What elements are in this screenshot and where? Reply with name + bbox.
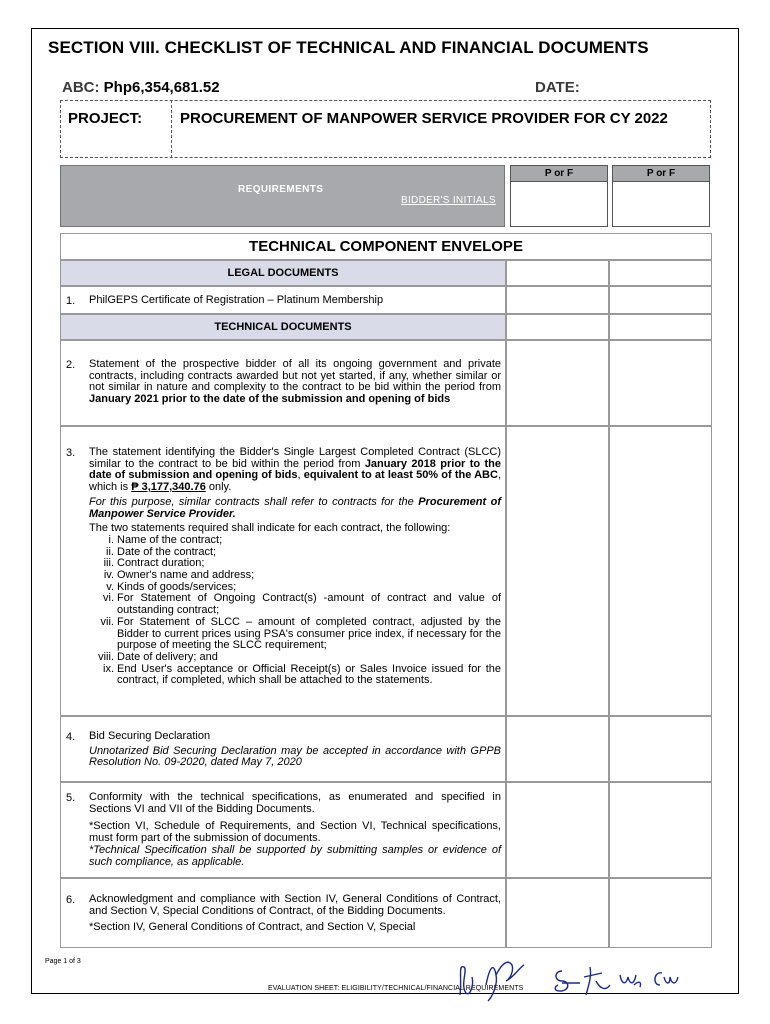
project-label: PROJECT:: [68, 110, 143, 127]
item-note: For this purpose, similar contracts shall refer to contracts for the: [89, 495, 419, 508]
evaluation-sheet-footer: EVALUATION SHEET: ELIGIBILITY/TECHNICAL/FINANCIAL REQUIREMENTS: [268, 985, 524, 992]
bidders-initials-label: BIDDER'S INITIALS: [401, 195, 496, 206]
item-note: *Section IV, General Conditions of Contract, and Section V, Special: [89, 921, 416, 934]
contract-details-list: [89, 535, 501, 687]
pf-cell[interactable]: [609, 782, 712, 878]
list-item-numeral: ii.: [106, 545, 114, 558]
pf-cell[interactable]: [506, 340, 609, 426]
list-item-numeral: vii.: [100, 615, 114, 628]
signature-mark: [584, 967, 610, 995]
pf-cell[interactable]: [506, 716, 609, 782]
pf-cell: [506, 260, 609, 286]
item-text: [89, 447, 501, 687]
pf-cell: [506, 314, 609, 340]
pf-cell[interactable]: [609, 716, 712, 782]
list-item-numeral: ix.: [103, 662, 114, 675]
list-item-text: Name of the contract;: [117, 533, 223, 546]
list-item-text: Contract duration;: [117, 557, 205, 570]
technical-component-heading: TECHNICAL COMPONENT ENVELOPE: [60, 233, 712, 260]
abc-value: Php6,354,681.52: [103, 79, 220, 96]
list-item-text: For Statement of Ongoing Contract(s) -amount of contract and value of outstanding contract;: [117, 592, 501, 617]
item-text-part: Acknowledgment and compliance with Section IV, General Conditions of Contract, and Section V, Special Conditions of Contract, of the Bidding Documents.: [89, 893, 501, 917]
legal-documents-band: LEGAL DOCUMENTS: [60, 260, 506, 286]
handwritten-signatures: [450, 955, 690, 1005]
list-item: [89, 570, 501, 582]
item-number: 4.: [66, 731, 76, 743]
item-note: *Section VI, Schedule of Requirements, and Section VI, Technical specifications, must form part of the submission of documents.: [89, 820, 501, 845]
item-text-part: The statement identifying the Bidder's Single Largest Completed Contract (SLCC) similar to the contract to be bid within the period from: [89, 446, 501, 470]
item-text-bold: January 2018 prior to the date of submission and opening of bids: [89, 457, 501, 482]
pf-column-2-header: [612, 165, 710, 227]
item-note-italic: *Technical Specification shall be supported by submitting samples or evidence of such compliance, as applicable.: [89, 843, 501, 868]
item-number: 5.: [66, 792, 76, 804]
item-text-bold: January 2021 prior to the date of the submission and opening of bids: [89, 393, 451, 406]
list-item-numeral: iv.: [103, 569, 114, 582]
item-number: 1.: [66, 295, 76, 307]
list-intro: The two statements required shall indicate for each contract, the following:: [89, 522, 451, 535]
item-text: [89, 359, 501, 406]
pf-label-2: P or F: [613, 166, 709, 182]
slcc-amount: ₱ 3,177,340.76: [131, 481, 206, 494]
page-number: Page 1 of 3: [45, 958, 81, 965]
item-text: PhilGEPS Certificate of Registration – Platinum Membership: [89, 294, 384, 306]
list-item-numeral: vi.: [103, 592, 114, 605]
pf-label-1: P or F: [511, 166, 607, 182]
list-item: [89, 535, 501, 547]
project-text: PROCUREMENT OF MANPOWER SERVICE PROVIDER FOR CY 2022: [180, 110, 668, 127]
pf-cell[interactable]: [609, 286, 712, 314]
list-item-text: Kinds of goods/services;: [117, 580, 237, 593]
item-text: [89, 894, 501, 934]
project-box: [60, 100, 711, 158]
item-text-part: ,: [297, 469, 304, 482]
requirements-header: [60, 165, 505, 227]
signature-mark: [620, 975, 641, 987]
list-item: [89, 593, 501, 616]
signature-mark: [655, 973, 678, 985]
item-number: 2.: [66, 359, 76, 371]
list-item-numeral: iii.: [103, 557, 114, 570]
pf-cell: [609, 260, 712, 286]
abc-line: [62, 79, 220, 96]
list-item-text: Date of delivery; and: [117, 650, 218, 663]
pf-cell[interactable]: [506, 782, 609, 878]
list-item-text: Date of the contract;: [117, 545, 217, 558]
list-item-numeral: viii.: [98, 650, 114, 663]
project-divider: [171, 100, 172, 158]
pf-column-1-header: [510, 165, 608, 227]
signature-mark: [555, 971, 580, 991]
item-note-bold: Procurement of Manpower Service Provider.: [89, 495, 501, 520]
list-item-text: For Statement of SLCC – amount of completed contract, adjusted by the Bidder to current prices using PSA's consumer price index, if necessary for the purpose of meeting the SLCC requirement;: [117, 615, 501, 652]
signature-mark: [486, 962, 524, 1001]
item-text-part: Statement of the prospective bidder of all its ongoing government and private contracts, including contracts awarded but not yet started, if any, whether similar or not similar in nature and complexity to the contract to be bid within the period from: [89, 358, 501, 394]
technical-documents-band: TECHNICAL DOCUMENTS: [60, 314, 506, 340]
item-text-part: only.: [205, 481, 232, 494]
item-text-part: Bid Securing Declaration: [89, 730, 211, 742]
list-item-text: End User's acceptance or Official Receipt(s) or Sales Invoice issued for the contract, if completed, which shall be attached to the statements.: [117, 662, 501, 687]
list-item-numeral: i.: [108, 533, 114, 546]
list-item: [89, 652, 501, 664]
item-text-part: Conformity with the technical specifications, as enumerated and specified in Sections VI and VII of the Bidding Documents.: [89, 791, 501, 815]
pf-cell: [609, 314, 712, 340]
signature-mark: [460, 967, 473, 995]
requirements-label: REQUIREMENTS: [238, 184, 324, 195]
item-text-bold: equivalent to at least 50% of the ABC: [303, 469, 498, 482]
item-number: 6.: [66, 894, 76, 906]
page-title: SECTION VIII. CHECKLIST OF TECHNICAL AND FINANCIAL DOCUMENTS: [48, 38, 649, 57]
item-text: [89, 792, 501, 868]
list-item: [89, 664, 501, 687]
pf-cell[interactable]: [609, 426, 712, 716]
item-text-part: , which is: [89, 469, 501, 494]
pf-cell[interactable]: [609, 878, 712, 948]
date-label: DATE:: [535, 79, 580, 96]
list-item: [89, 617, 501, 652]
item-text: [89, 731, 501, 769]
list-item-numeral: v.: [106, 580, 114, 593]
pf-cell[interactable]: [506, 286, 609, 314]
item-number: 3.: [66, 447, 76, 459]
pf-cell[interactable]: [609, 340, 712, 426]
abc-label: ABC:: [62, 79, 100, 96]
list-item-text: Owner's name and address;: [117, 569, 255, 582]
item-note: Unnotarized Bid Securing Declaration may be accepted in accordance with GPPB Resolution No. 09-2020, dated May 7, 2020: [89, 744, 501, 769]
pf-cell[interactable]: [506, 426, 609, 716]
pf-cell[interactable]: [506, 878, 609, 948]
